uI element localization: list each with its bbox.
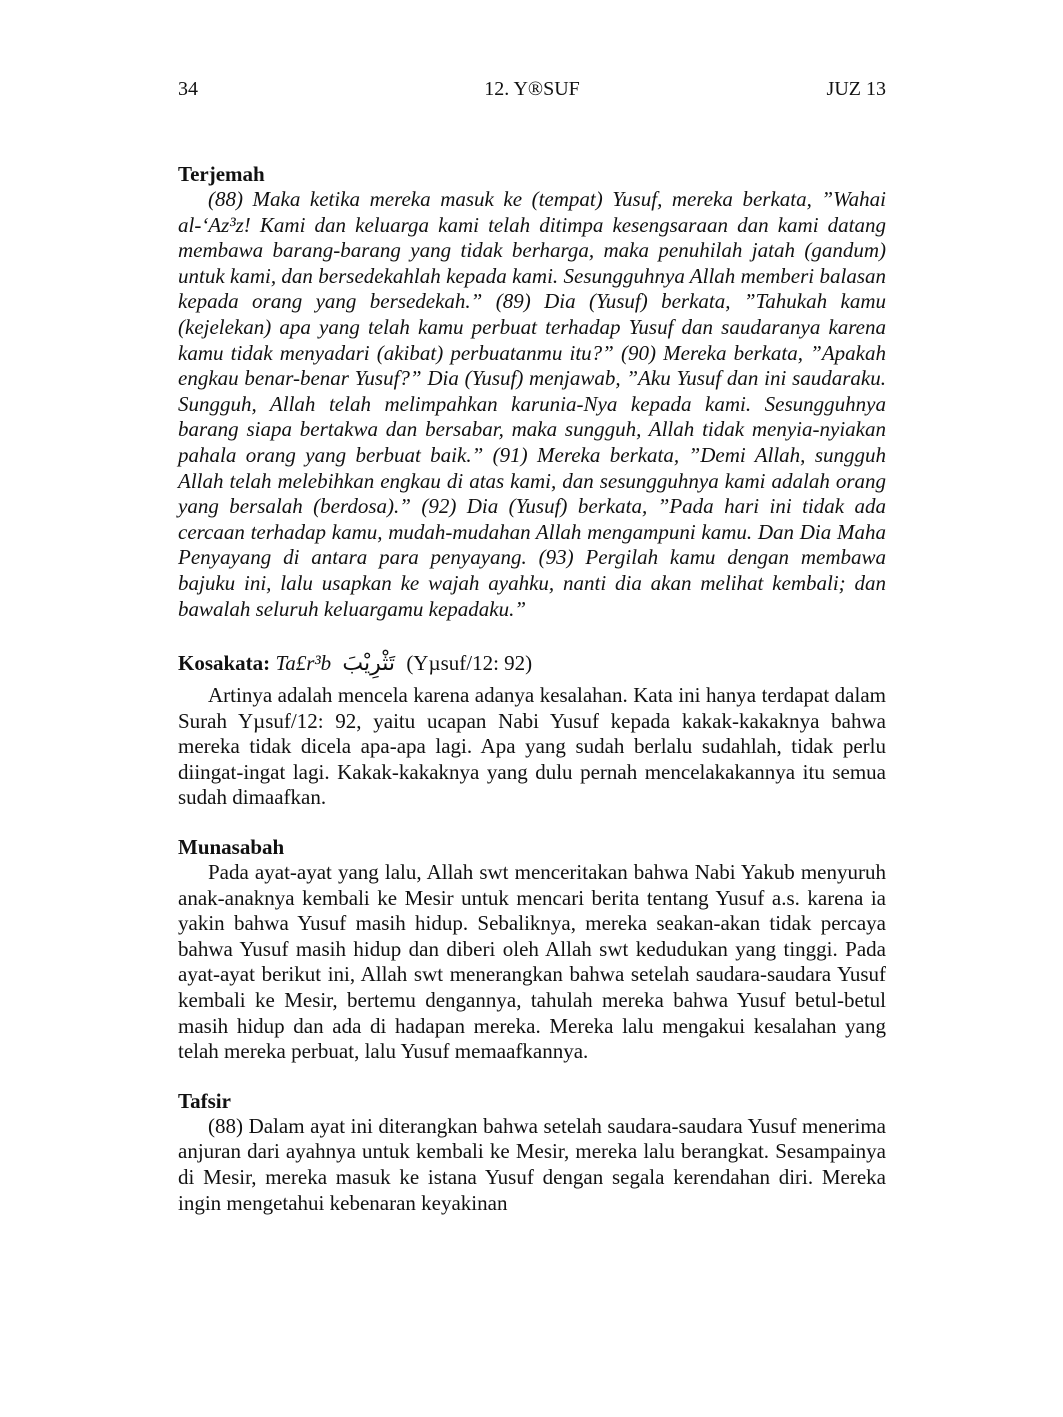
kosakata-line xyxy=(178,648,886,679)
kosakata-reference: (Yµsuf/12: 92) xyxy=(406,651,533,676)
page-number: 34 xyxy=(178,78,198,100)
terjemah-heading: Terjemah xyxy=(178,162,265,186)
document-page xyxy=(178,76,886,1216)
kosakata-arabic: تَثْرِيْبَ xyxy=(342,651,396,677)
munasabah-heading: Munasabah xyxy=(178,835,285,860)
juz-label: JUZ 13 xyxy=(826,78,886,100)
tafsir-heading: Tafsir xyxy=(178,1088,231,1113)
kosakata-term: Ta£r³b xyxy=(275,651,332,676)
chapter-title: 12. Y®SUF xyxy=(484,78,580,100)
terjemah-text: (88) Maka ketika mereka masuk ke (tempat) Yusuf, mereka berkata, ”Wahai al-‘Az³z! Kami dan keluarga kami telah ditimpa kesengsaraan dan kami datang membawa barang-barang yang tidak berharga, maka penuhilah jatah (gandum) untuk kami, dan bersedekahlah kepada kami. Sesungguhnya Allah memberi balasan kepada orang yang bersedekah.” (89) Dia (Yusuf) berkata, ”Tahukah kamu (kejelekan) apa yang telah kamu perbuat terhadap Yusuf dan saudaranya karena kamu tidak menyadari (akibat) perbuatanmu itu?” (90) Mereka berkata, ”Apakah engkau benar-benar Yusuf?” Dia (Yusuf) menjawab, ”Aku Yusuf dan ini saudaraku. Sungguh, Allah telah melimpahkan karunia-Nya kepada kami. Sesungguhnya barang siapa bertakwa dan bersabar, maka sungguh, Allah tidak menyia-nyiakan pahala orang yang berbuat baik.” (91) Mereka berkata, ”Demi Allah, sungguh Allah telah melebihkan engkau di atas kami, dan sesungguhnya kami adalah orang yang bersalah (berdosa).” (92) Dia (Yusuf) berkata, ”Pada hari ini tidak ada cercaan terhadap kamu, mudah-mudahan Allah mengampuni kamu. Dan Dia Maha Penyayang di antara para penyayang. (93) Pergilah kamu dengan membawa bajuku ini, lalu usapkan ke wajah ayahku, nanti dia akan melihat kembali; dan bawalah seluruh keluargamu kepadaku.” xyxy=(178,187,886,621)
kosakata-label: Kosakata: xyxy=(178,651,271,676)
kosakata-text: Artinya adalah mencela karena adanya kesalahan. Kata ini hanya terdapat dalam Surah Yµsuf/12: 92, yaitu ucapan Nabi Yusuf kepada kakak-kakaknya bahwa mereka tidak dicela apa-apa lagi. Apa yang sudah berlalu sudahlah, tidak perlu diingat-ingat lagi. Kakak-kakaknya yang dulu pernah mencelakakannya itu semua sudah dimaafkan. xyxy=(178,683,886,810)
running-head xyxy=(178,76,886,102)
tafsir-text: (88) Dalam ayat ini diterangkan bahwa setelah saudara-saudara Yusuf menerima anjuran dari ayahnya untuk kembali ke Mesir, mereka lalu berangkat. Sesampainya di Mesir, mereka masuk ke istana Yusuf dengan segala kerendahan diri. Mereka ingin mengetahui kebenaran keyakinan xyxy=(178,1113,886,1215)
munasabah-text: Pada ayat-ayat yang lalu, Allah swt menceritakan bahwa Nabi Yakub menyuruh anak-anaknya kembali ke Mesir untuk mencari berita tentang Yusuf a.s. karena ia yakin bahwa Yusuf masih hidup. Sebaliknya, mereka seakan-akan tidak percaya bahwa Yusuf masih hidup dan diberi oleh Allah swt kedudukan yang tinggi. Pada ayat-ayat berikut ini, Allah swt menerangkan bahwa setelah saudara-saudara Yusuf kembali ke Mesir, bertemu dengannya, tahulah mereka bahwa Yusuf betul-betul masih hidup dan ada di hadapan mereka. Mereka lalu mengakui kesalahan yang telah mereka perbuat, lalu Yusuf memaafkannya. xyxy=(178,860,886,1064)
